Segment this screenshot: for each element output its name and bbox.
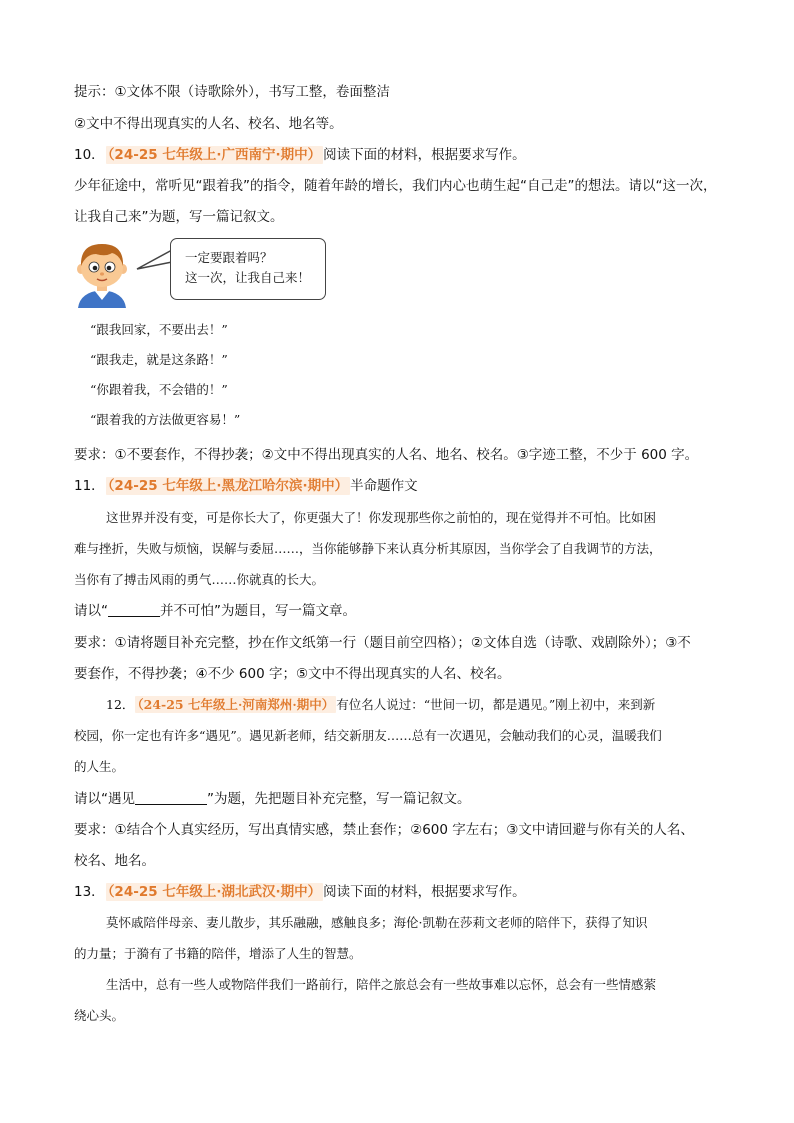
question-12-requirements-1: 要求：①结合个人真实经历，写出真情实感，禁止套作；②600 字左右；③文中请回避与你有关的人名、 [74, 822, 694, 838]
source-tag: （24-25 七年级上·河南郑州·期中） [137, 697, 335, 712]
question-10-prompt-1: 少年征途中，常听见“跟着我”的指令，随着年龄的增长，我们内心也萌生起“自己走”的想法。请以“这一次， [74, 178, 717, 194]
boy-avatar-icon [72, 240, 132, 308]
question-13-header [74, 882, 526, 902]
question-number: 13． [74, 884, 105, 900]
title-prefix: 请以“遇见 [74, 791, 135, 807]
material-paragraph-line: 当你有了搏击风雨的勇气……你就真的长大。 [74, 572, 325, 587]
material-paragraph-line: 绕心头。 [74, 1008, 125, 1023]
material-paragraph-line: 的力量；于漪有了书籍的陪伴，增添了人生的智慧。 [74, 946, 362, 961]
question-12-header [106, 695, 655, 715]
fill-in-blank [135, 790, 207, 805]
source-tag: （24-25 七年级上·广西南宁·期中） [107, 147, 322, 163]
question-11-header [74, 476, 418, 496]
quote-line: “跟着我的方法做更容易！” [90, 412, 241, 427]
bubble-line-2: 这一次，让我自己来！ [185, 270, 311, 285]
question-12-title-line [74, 789, 471, 809]
hint-line-2: ②文中不得出现真实的人名、校名、地名等。 [74, 116, 343, 132]
question-10-requirements: 要求：①不要套作，不得抄袭；②文中不得出现真实的人名、地名、校名。③字迹工整，不少于 600 字。 [74, 447, 699, 463]
question-10-header [74, 145, 526, 165]
title-suffix: 并不可怕”为题目，写一篇文章。 [160, 603, 356, 619]
hint-line-1: 提示：①文体不限（诗歌除外），书写工整，卷面整洁 [74, 84, 390, 100]
title-suffix: ”为题，先把题目补充完整，写一篇记叙文。 [207, 791, 471, 807]
fill-in-blank [108, 602, 160, 617]
question-number: 11． [74, 478, 105, 494]
title-prefix: 请以“ [74, 603, 108, 619]
question-instruction: 阅读下面的材料，根据要求写作。 [323, 884, 526, 900]
question-number: 12． [106, 697, 135, 712]
quote-line: “跟我回家，不要出去！” [90, 322, 228, 337]
question-instruction: 有位名人说过：“世间一切，都是遇见。”刚上初中，来到新 [336, 697, 656, 712]
quote-line: “跟我走，就是这条路！” [90, 352, 228, 367]
question-12-prompt-2: 的人生。 [74, 759, 125, 774]
question-number: 10． [74, 147, 105, 163]
question-12-requirements-2: 校名、地名。 [74, 853, 155, 869]
speech-bubble-tail [136, 248, 174, 272]
material-paragraph-line: 这世界并没有变，可是你长大了，你更强大了！你发现那些你之前怕的，现在觉得并不可怕。比如困 [106, 510, 657, 525]
bubble-line-1: 一定要跟着吗？ [185, 250, 273, 265]
question-11-title-line [74, 601, 356, 621]
material-paragraph-line: 莫怀戚陪伴母亲、妻儿散步，其乐融融，感触良多；海伦·凯勒在莎莉文老师的陪伴下，获得了知识 [106, 915, 648, 930]
question-instruction: 半命题作文 [350, 478, 418, 494]
speech-bubble [170, 238, 326, 300]
material-paragraph-line: 生活中，总有一些人或物陪伴我们一路前行，陪伴之旅总会有一些故事难以忘怀，总会有一些情感萦 [106, 977, 657, 992]
question-10-prompt-2: 让我自己来”为题，写一篇记叙文。 [74, 209, 284, 225]
material-paragraph-line: 难与挫折，失败与烦恼，误解与委屈……，当你能够静下来认真分析其原因，当你学会了自我调节的方法， [74, 541, 662, 556]
question-11-requirements-2: 要套作，不得抄袭；④不少 600 字；⑤文中不得出现真实的人名、校名。 [74, 666, 511, 682]
quote-line: “你跟着我，不会错的！” [90, 382, 228, 397]
question-instruction: 阅读下面的材料，根据要求写作。 [323, 147, 526, 163]
question-12-prompt-1: 校园，你一定也有许多“遇见”。遇见新老师，结交新朋友……总有一次遇见，会触动我们的心灵，温暖我们 [74, 728, 662, 743]
question-11-requirements-1: 要求：①请将题目补充完整，抄在作文纸第一行（题目前空四格）；②文体自选（诗歌、戏剧除外）；③不 [74, 635, 691, 651]
source-tag: （24-25 七年级上·湖北武汉·期中） [107, 884, 322, 900]
source-tag: （24-25 七年级上·黑龙江哈尔滨·期中） [107, 478, 349, 494]
